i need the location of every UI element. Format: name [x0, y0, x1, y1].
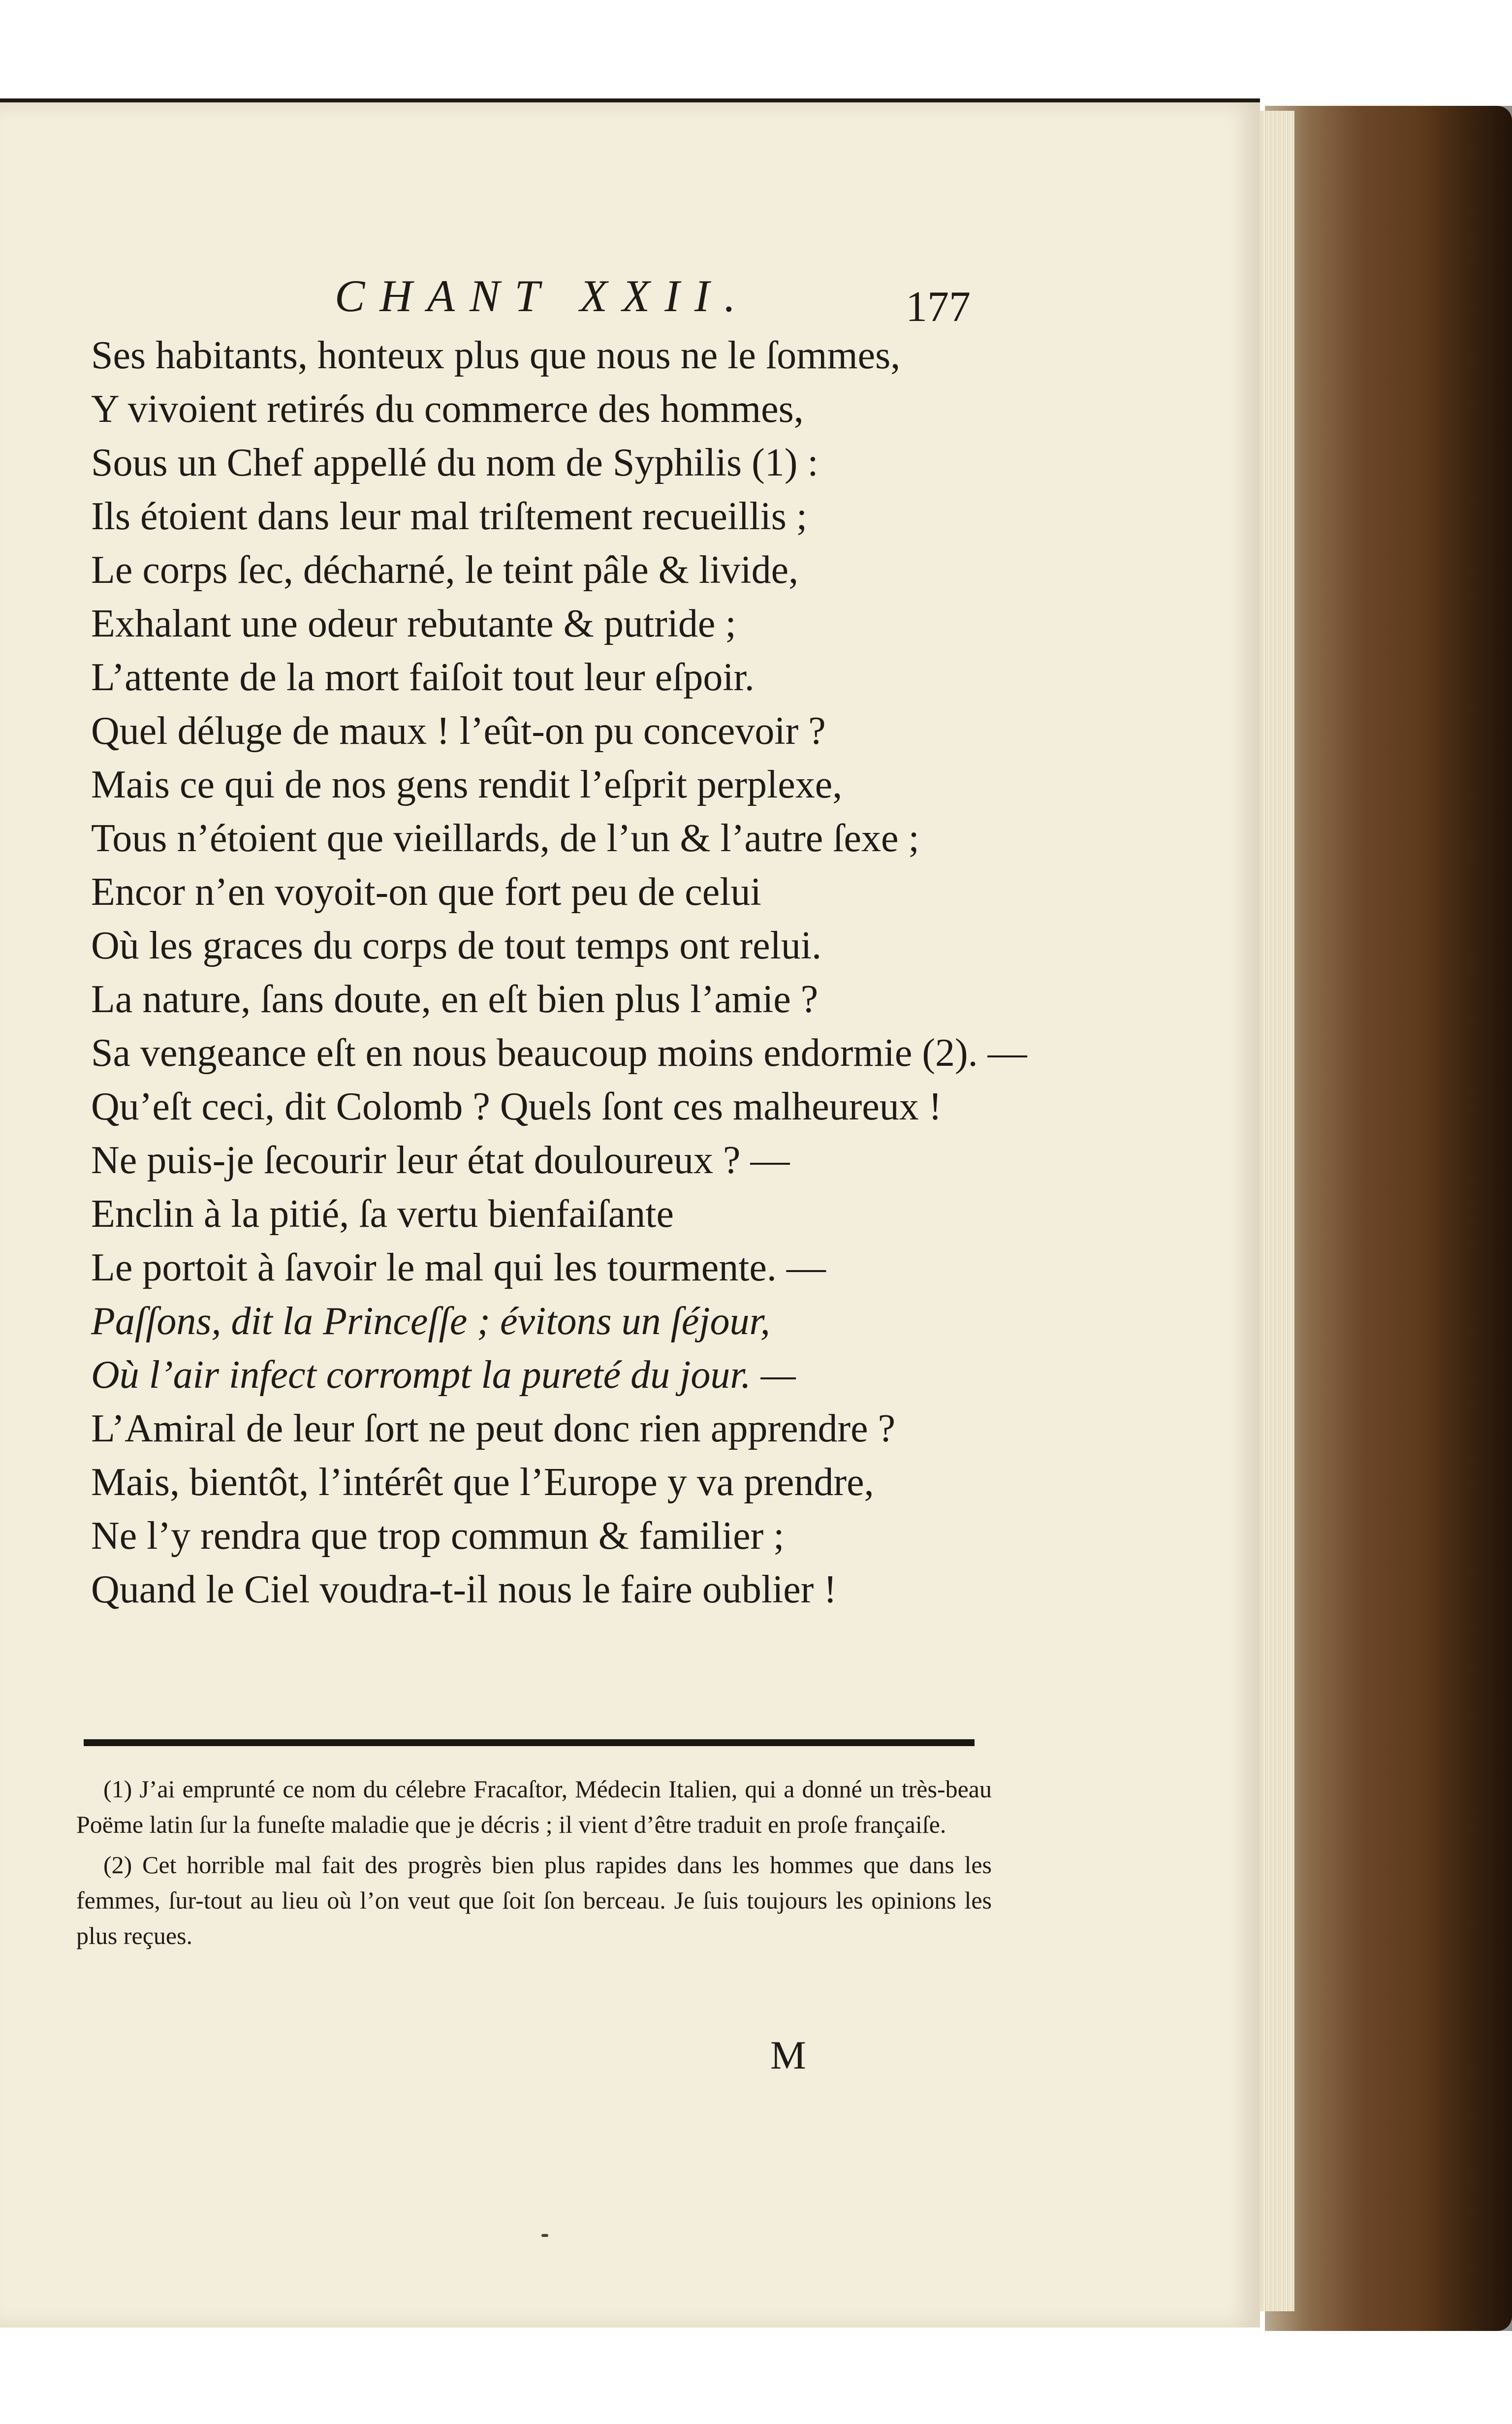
verse-line: Quel déluge de maux ! l’eût-on pu concevoir ?: [91, 709, 826, 753]
verse-line: Enclin à la pitié, ſa vertu bienfaiſante: [91, 1192, 674, 1236]
verse-line: Tous n’étoient que vieillards, de l’un & l’autre ſexe ;: [91, 817, 919, 860]
verse-line: Y vivoient retirés du commerce des hommes,: [91, 387, 804, 431]
page-text: [0, 102, 1260, 2328]
verse-line-italic: Paſſons, dit la Princeſſe ; évitons un ſéjour,: [91, 1300, 770, 1343]
verse-line: Ils étoient dans leur mal triſtement recueillis ;: [91, 495, 808, 538]
verse-line: Qu’eſt ceci, dit Colomb ? Quels ſont ces malheureux !: [91, 1085, 942, 1128]
footnote-rule: [84, 1739, 975, 1746]
spine-shadow: [1418, 106, 1512, 2331]
verse-line: Ne l’y rendra que trop commun & familier ;: [91, 1514, 785, 1558]
verse-line: Sa vengeance eſt en nous beaucoup moins endormie (2). —: [91, 1031, 1027, 1075]
verse-line-italic: Où l’air infect corrompt la pureté du jour. —: [91, 1353, 796, 1397]
verse-line: La nature, ſans doute, en eſt bien plus l’amie ?: [91, 978, 819, 1021]
verse-line: L’attente de la mort faiſoit tout leur eſpoir.: [91, 656, 755, 699]
verse-line: Où les graces du corps de tout temps ont relui.: [91, 924, 822, 967]
verse-line: Ne puis-je ſecourir leur état douloureux ? —: [91, 1139, 790, 1182]
footnote-1: (1) J’ai emprunté ce nom du célebre Fracaſtor, Médecin Italien, qui a donné un très-beau Poëme latin ſur la funeſte maladie que je décris ; il vient d’être traduit en proſe françaiſe.: [76, 1775, 992, 1838]
verse-line: Le corps ſec, décharné, le teint pâle & livide,: [91, 548, 799, 592]
running-head: CHANT XXII.: [335, 271, 751, 321]
verse-line: Mais, bientôt, l’intérêt que l’Europe y va prendre,: [91, 1461, 874, 1504]
verse-line: Mais ce qui de nos gens rendit l’eſprit perplexe,: [91, 763, 843, 806]
verse-line: Quand le Ciel voudra-t-il nous le faire oublier !: [91, 1568, 837, 1611]
signature-mark: M: [770, 2033, 806, 2077]
footnotes: [76, 1771, 992, 1958]
book-page: [0, 98, 1260, 2328]
verse-line: Exhalant une odeur rebutante & putride ;: [91, 602, 736, 645]
verse-line: Sous un Chef appellé du nom de Syphilis (1) :: [91, 441, 819, 484]
verse-block: [91, 329, 1026, 1617]
page-number: 177: [906, 283, 971, 331]
verse-line: L’Amiral de leur ſort ne peut donc rien apprendre ?: [91, 1407, 896, 1450]
verse-line: Ses habitants, honteux plus que nous ne le ſommes,: [91, 334, 901, 377]
footnote-2: (2) Cet horrible mal fait des progrès bien plus rapides dans les hommes que dans les femmes, ſur-tout au lieu où l’on veut que ſoit ſon berceau. Je ſuis toujours les opinions les plus reçues.: [76, 1851, 992, 1949]
verse-line: Le portoit à ſavoir le mal qui les tourmente. —: [91, 1246, 826, 1289]
ink-speck: [541, 2234, 548, 2237]
verse-line: Encor n’en voyoit-on que fort peu de celui: [91, 870, 761, 914]
